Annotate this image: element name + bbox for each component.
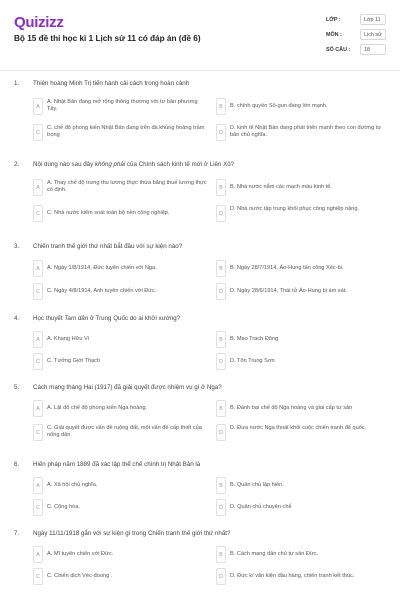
option-text: C. Ngày 4/8/1914, Anh tuyên chiến với Đức. (47, 288, 157, 294)
page-title: Bộ 15 đề thi học kì 1 Lịch sử 11 có đáp án (đề 6) (14, 34, 201, 43)
option-text: A. Khang Hữu Vi (47, 336, 89, 342)
option-text: A. Xã hội chủ nghĩa. (47, 482, 98, 488)
option-letter-box: B (216, 98, 226, 115)
question-text: Thiên hoàng Minh Trị tiến hành cải cách trong hoàn cảnh (33, 80, 190, 87)
option-text: D. Ngày 28/6/1914, Thái tử Áo-Hung bị ám sát. (230, 288, 347, 294)
option-text: B. Cách mạng dân chủ tư sản Đức. (230, 551, 319, 557)
option-text: B. Ngày 28/7/1914, Áo-Hung tấn công Xéc-bi. (230, 265, 344, 271)
question-text: Nội dung nào sau đây không phải của Chính sách kinh tế mới ở Liên Xô? (33, 161, 235, 168)
question-text-emphasis: không phải (94, 161, 126, 168)
option-letter-box: B (216, 331, 226, 348)
option-text: A. Thay chế độ trưng thu lương thực thừa bằng thuế lương thực cố định. (47, 180, 207, 194)
option-text: D. kinh tế Nhật Bản đang phát triển mạnh theo con đường tư bản chủ nghĩa. (230, 125, 382, 139)
question-number: 5. (14, 384, 20, 391)
option-letter-box: B (216, 477, 226, 494)
option-letter-box: B (216, 400, 226, 417)
option-letter-box: A (33, 260, 43, 277)
option-text: D. Tôn Trung Sơn (230, 358, 275, 364)
question-number: 2. (14, 161, 20, 168)
question-text: Ngày 11/11/1918 gắn với sự kiện gì trong Chiến tranh thế giới thứ nhất? (33, 530, 231, 537)
option-letter-box: A (33, 98, 43, 115)
question-number: 3. (14, 243, 20, 250)
question-number: 1. (14, 80, 20, 87)
option-text: A. Nhật Bản đang mở rộng thông thương với tư bản phương Tây. (47, 99, 198, 113)
quizizz-logo: Quizizz (14, 14, 64, 31)
option-text: D. Đức kí văn kiện đầu hàng, chiến tranh kết thúc. (230, 573, 355, 579)
meta-label-subject: MÔN : (326, 32, 342, 38)
option-text: A. Lật đổ chế độ phong kiến Nga hoàng. (47, 405, 148, 411)
meta-value-subject: Lịch sử (360, 29, 386, 40)
question-text-emphasis: Tam dân (64, 315, 89, 322)
meta-value-count: 18 (360, 44, 386, 55)
option-text: D. Nhà nước tập trung khôi phục công nghiệp nặng. (230, 206, 360, 212)
option-letter-box: D (216, 568, 226, 585)
option-letter-box: B (216, 260, 226, 277)
option-text: C. chế độ phong kiến Nhật Bản đang trên đà khủng hoảng trầm trọng (47, 125, 205, 139)
option-letter-box: A (33, 400, 43, 417)
option-text: B. Đánh bại chế độ Nga hoàng và giai cấp tư sản (230, 405, 353, 411)
option-text: B. Quân chủ lập hiến. (230, 482, 284, 488)
option-letter-box: D (216, 424, 226, 441)
option-letter-box: C (33, 568, 43, 585)
option-letter-box: B (216, 179, 226, 196)
option-letter-box: C (33, 283, 43, 300)
meta-label-class: LỚP : (326, 17, 341, 23)
option-letter-box: A (33, 331, 43, 348)
option-letter-box: A (33, 477, 43, 494)
option-letter-box: D (216, 205, 226, 222)
option-letter-box: D (216, 499, 226, 516)
option-letter-box: C (33, 424, 43, 441)
option-text: A. Ngày 1/8/1914, Đức tuyên chiến với Nga. (47, 265, 157, 271)
option-text: C. Tưởng Giới Thạch (47, 358, 101, 364)
option-letter-box: C (33, 353, 43, 370)
question-text: Cách mạng tháng Hai (1917) đã giải quyết được nhiệm vụ gì ở Nga? (33, 384, 222, 391)
option-text: C. Giải quyết được vấn đề ruộng đất, một vấn đề cấp thiết của nông dân (47, 425, 202, 439)
question-number: 7. (14, 530, 20, 537)
option-letter-box: A (33, 179, 43, 196)
option-text: D. Quân chủ chuyên chế (230, 504, 292, 510)
option-letter-box: D (216, 353, 226, 370)
option-letter-box: C (33, 499, 43, 516)
meta-label-count: SỐ CÂU : (326, 47, 351, 53)
question-text: Học thuyết Tam dân ở Trung Quốc do ai khởi xướng? (33, 315, 181, 322)
question-number: 4. (14, 315, 20, 322)
option-text: B. Nhà nước nắm các mạch máu kinh tế. (230, 184, 332, 190)
question-text: Hiến pháp năm 1889 đã xác lập thể chế chính trị Nhật Bản là (33, 461, 201, 468)
header-divider (0, 70, 400, 71)
option-text: A. Mĩ tuyên chiến với Đức. (47, 551, 114, 557)
option-text: C. Cộng hòa. (47, 504, 80, 510)
option-letter-box: D (216, 124, 226, 141)
question-number: 6. (14, 461, 20, 468)
question-text: Chiến tranh thế giới thứ nhất bắt đầu với sự kiện nào? (33, 243, 183, 250)
option-text: D. Đưa nước Nga thoát khỏi cuộc chiến tranh đế quốc. (230, 425, 367, 431)
option-letter-box: D (216, 283, 226, 300)
option-text: C. Chiến dịch Véc-đoong . (47, 573, 113, 579)
option-text: B. Mao Trạch Đông (230, 336, 279, 342)
option-letter-box: B (216, 546, 226, 563)
option-text: C. Nhà nước kiểm soát toàn bộ nền công nghiệp. (47, 210, 170, 216)
option-letter-box: C (33, 205, 43, 222)
worksheet-header (0, 0, 400, 72)
option-letter-box: C (33, 124, 43, 141)
meta-value-class: Lớp 11 (360, 14, 386, 25)
option-text: B. chính quyền Sô-gun đang lớn mạnh. (230, 103, 328, 109)
option-letter-box: A (33, 546, 43, 563)
